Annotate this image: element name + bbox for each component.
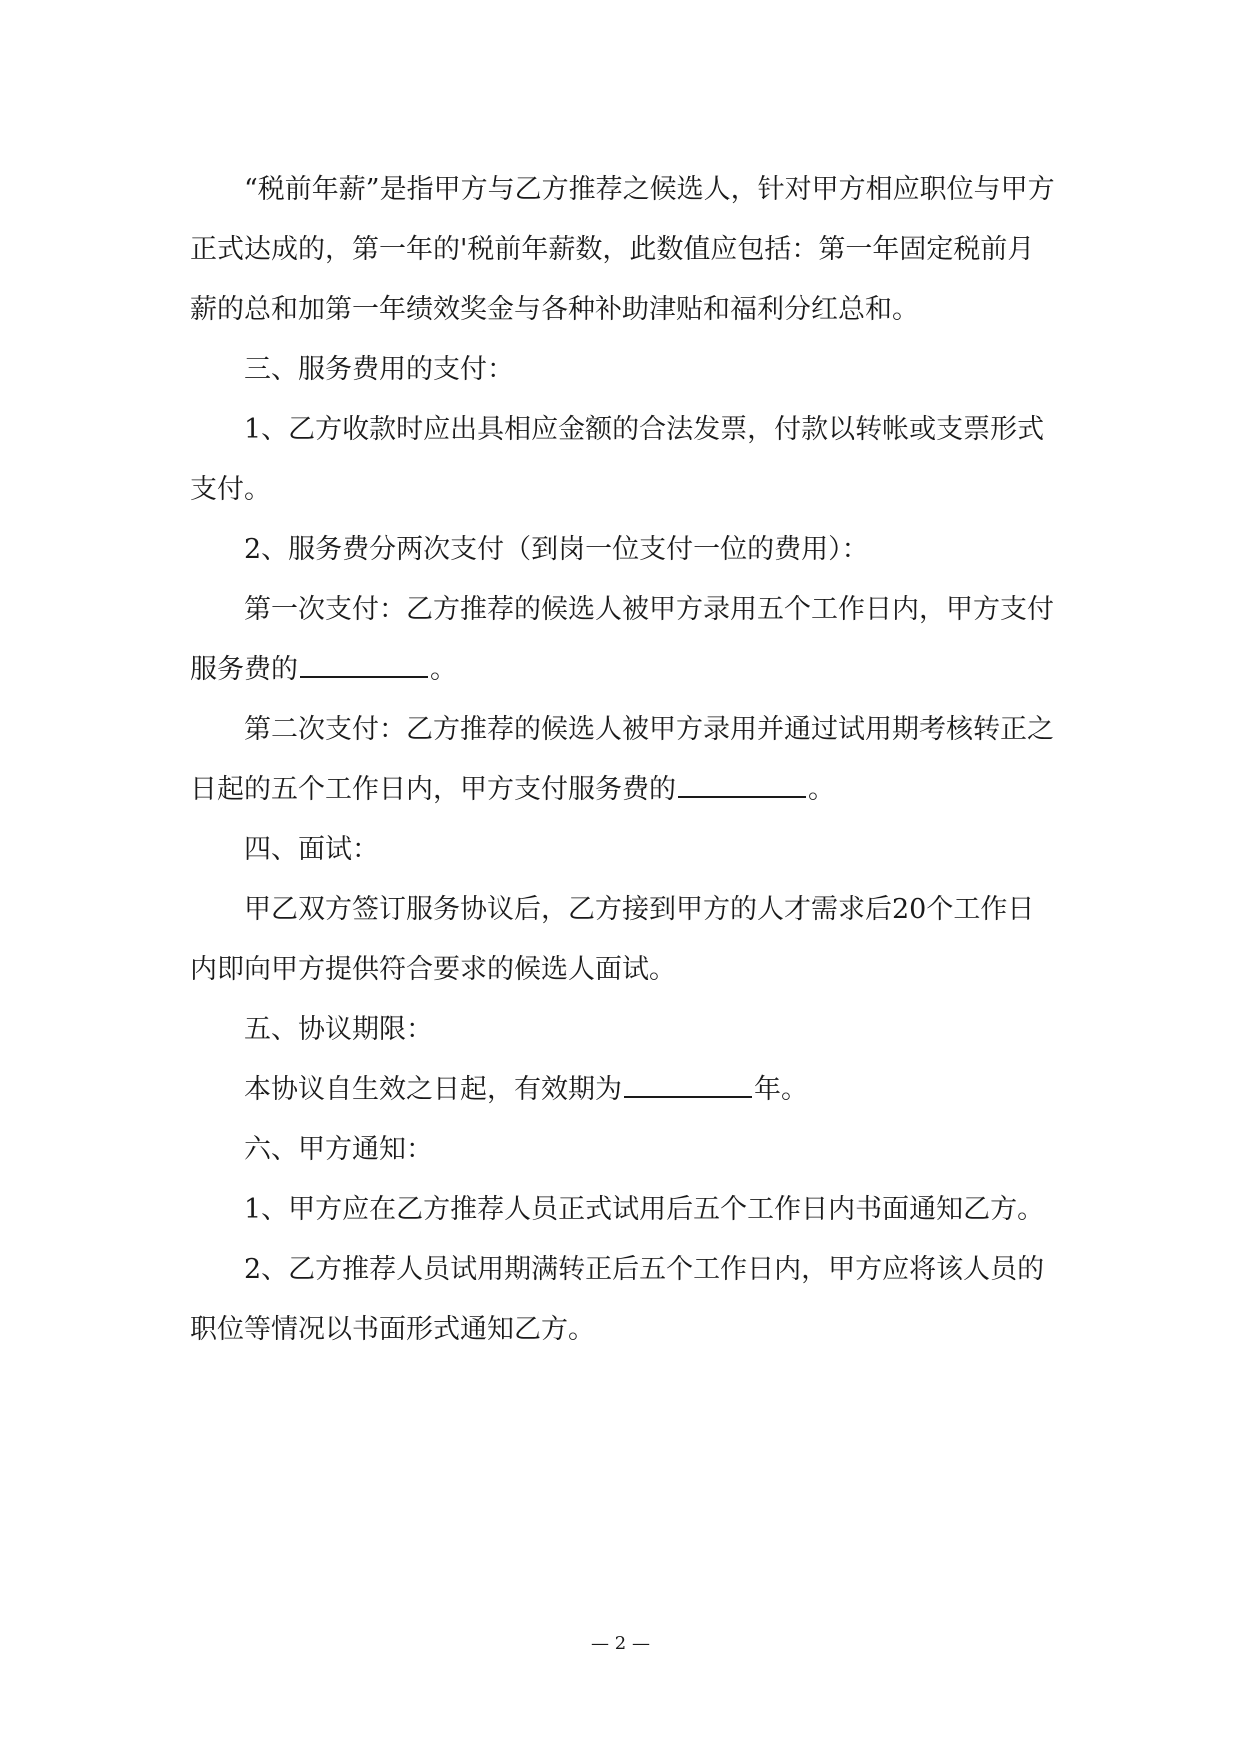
document-body [190, 160, 1060, 1360]
page-number: — 2 — [591, 1633, 650, 1654]
paragraph-annual-salary-definition: “税前年薪”是指甲方与乙方推荐之候选人，针对甲方相应职位与甲方正式达成的，第一年的'税前年薪数，此数值应包括：第一年固定税前月薪的总和加第一年绩效奖金与各种补助津贴和福利分红总和。 [190, 174, 1055, 325]
second-payment-text: 第二次支付：乙方推荐的候选人被甲方录用并通过试用期考核转正之日起的五个工作日内，甲方支付服务费的 [190, 714, 1054, 805]
paragraph-invoice-payment: 1、乙方收款时应出具相应金额的合法发票，付款以转帐或支票形式支付。 [190, 414, 1045, 505]
paragraph-two-installments: 2、服务费分两次支付（到岗一位支付一位的费用）： [244, 534, 869, 565]
heading-service-fee-payment: 三、服务费用的支付： [244, 354, 514, 385]
paragraph-agreement-term [190, 1060, 1060, 1120]
second-payment-blank [678, 772, 806, 798]
heading-party-a-notice: 六、甲方通知： [244, 1134, 433, 1165]
agreement-term-end: 年。 [754, 1074, 808, 1105]
heading-interview: 四、面试： [244, 834, 379, 865]
first-payment-text: 第一次支付：乙方推荐的候选人被甲方录用五个工作日内，甲方支付服务费的 [190, 594, 1054, 685]
first-payment-blank [300, 652, 428, 678]
heading-agreement-term: 五、协议期限： [244, 1014, 433, 1045]
paragraph-second-payment [190, 700, 1060, 820]
agreement-term-blank [624, 1072, 752, 1098]
agreement-term-text: 本协议自生效之日起，有效期为 [244, 1074, 622, 1105]
paragraph-notice-confirmation: 2、乙方推荐人员试用期满转正后五个工作日内，甲方应将该人员的职位等情况以书面形式通知乙方。 [190, 1254, 1045, 1345]
paragraph-notice-trial: 1、甲方应在乙方推荐人员正式试用后五个工作日内书面通知乙方。 [244, 1194, 1045, 1225]
second-payment-end: 。 [808, 774, 835, 805]
paragraph-interview: 甲乙双方签订服务协议后，乙方接到甲方的人才需求后20个工作日内即向甲方提供符合要求的候选人面试。 [190, 894, 1035, 985]
paragraph-first-payment [190, 580, 1060, 700]
first-payment-end: 。 [430, 654, 457, 685]
